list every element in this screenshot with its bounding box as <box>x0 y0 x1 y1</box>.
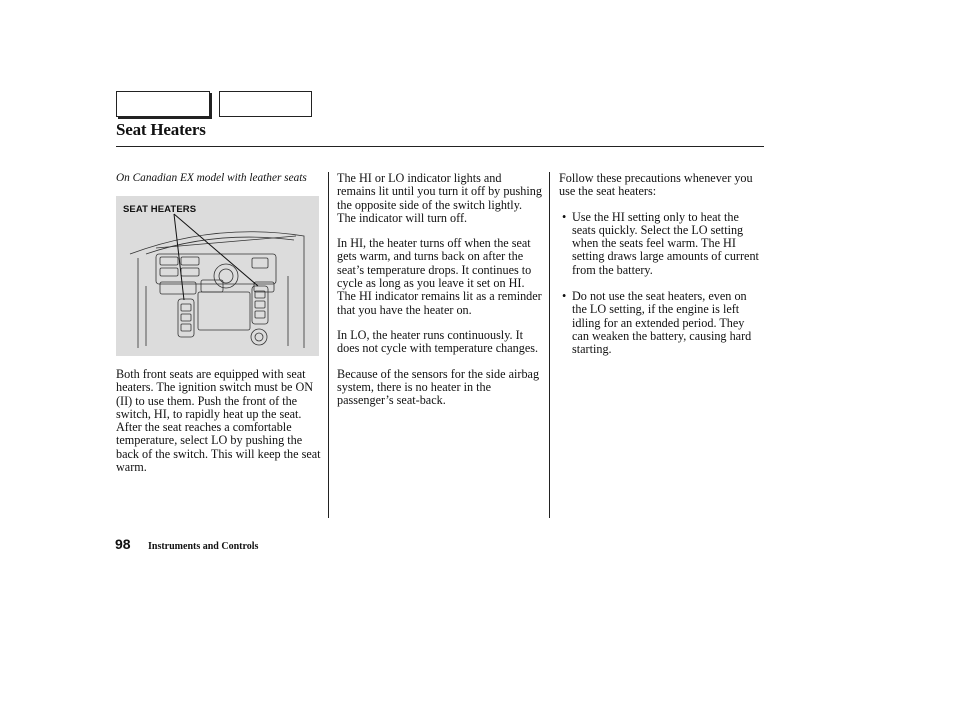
nav-tab-left[interactable] <box>116 91 210 117</box>
bullet-mark: • <box>562 209 567 224</box>
page-number: 98 <box>115 536 131 552</box>
seat-heater-illustration <box>116 196 319 356</box>
page-title: Seat Heaters <box>116 120 206 139</box>
body-paragraph: In LO, the heater runs continuously. It does not cycle with temperature changes. <box>337 327 539 356</box>
column-2 <box>337 172 543 419</box>
body-paragraph: Because of the sensors for the side airbag system, there is no heater in the passenger’s seat-back. <box>337 366 540 408</box>
nav-tab-right[interactable] <box>219 91 312 117</box>
body-paragraph: In HI, the heater turns off when the seat gets warm, and turns back on after the seat’s temperature drops. It continues to cycle as long as you leave it set on HI. The HI indicator remains lit as a reminder that you have the heater on. <box>337 236 542 317</box>
body-paragraph: The HI or LO indicator lights and remains lit until you turn it off by pushing the opposite side of the switch lightly. The indicator will turn off. <box>337 171 542 225</box>
precautions-intro: Follow these precautions whenever you use the seat heaters: <box>559 171 753 199</box>
precautions-list <box>559 211 764 357</box>
list-item <box>559 290 764 356</box>
list-item-text: Do not use the seat heaters, even on the LO setting, if the engine is left idling for an extended period. They can weaken the battery, causing hard starting. <box>572 289 752 357</box>
column-divider-2 <box>549 172 550 518</box>
list-item <box>559 211 764 277</box>
dashboard-drawing <box>116 196 319 356</box>
column-divider-1 <box>328 172 329 518</box>
title-rule <box>116 146 764 147</box>
column-1 <box>116 172 322 486</box>
column-3 <box>559 172 764 370</box>
body-paragraph: Both front seats are equipped with seat heaters. The ignition switch must be ON (II) to use them. Push the front of the switch, HI, to rapidly heat up the seat. After the seat reaches a comfortable temperature, select LO by pushing the back of the switch. This will keep the seat warm. <box>116 367 321 475</box>
figure-caption: On Canadian EX model with leather seats <box>116 172 307 184</box>
list-item-text: Use the HI setting only to heat the seats quickly. Select the LO setting when the seats feel warm. The HI setting draws large amounts of current from the battery. <box>572 209 759 277</box>
section-name: Instruments and Controls <box>148 541 259 552</box>
figure-label: SEAT HEATERS <box>123 204 197 215</box>
bullet-mark: • <box>562 289 567 304</box>
